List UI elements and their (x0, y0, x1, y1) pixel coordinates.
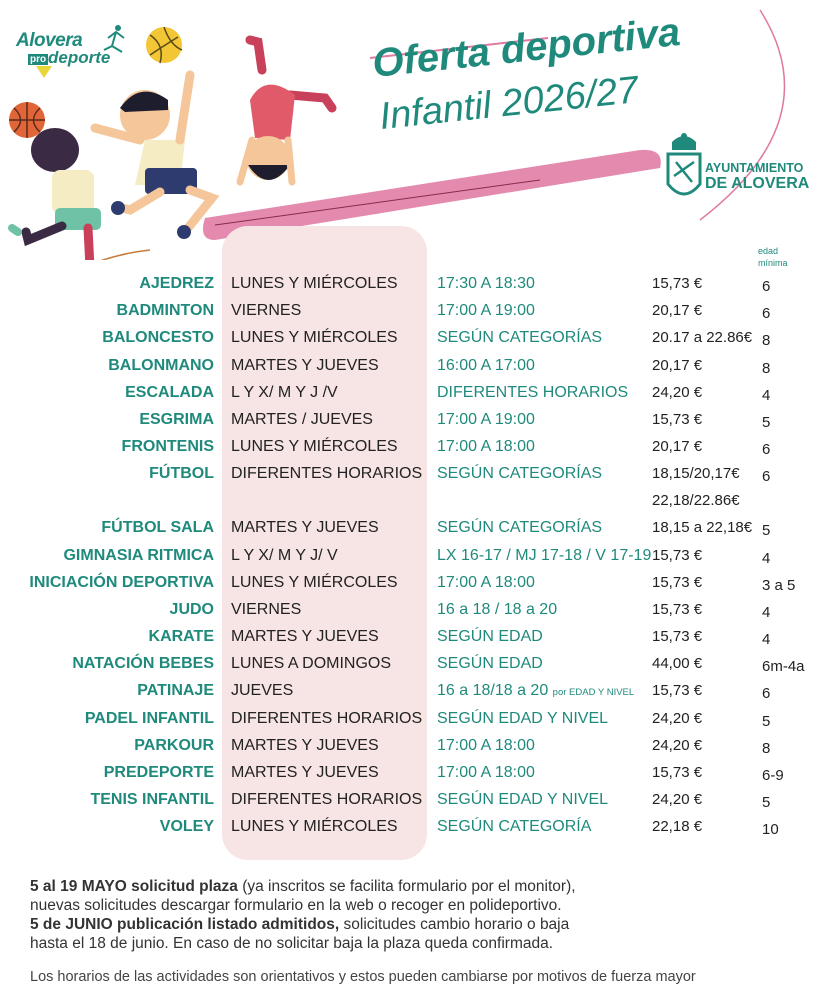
activity-time: 17:00 A 18:00 (437, 438, 535, 456)
table-row (0, 571, 825, 598)
activity-name: GIMNASIA RITMICA (63, 546, 214, 564)
notes-line-1-bold: 5 al 19 MAYO solicitud plaza (30, 878, 238, 895)
ramp-line (215, 180, 540, 225)
table-row (0, 625, 825, 652)
activity-min-age: 5 (762, 522, 771, 540)
activity-price: 24,20 € (652, 383, 703, 401)
activity-time (437, 682, 634, 700)
age-header-line1: edad (758, 246, 779, 256)
activity-price: 24,20 € (652, 791, 703, 809)
activity-name: PREDEPORTE (103, 764, 214, 781)
activity-days: LUNES Y MIÉRCOLES (231, 275, 398, 292)
activity-min-age: 3 a 5 (762, 576, 796, 594)
activity-name: BALONCESTO (102, 329, 214, 347)
activity-min-age: 4 (762, 603, 771, 621)
crest-icon (668, 133, 700, 194)
registration-notes (30, 877, 810, 953)
activity-price: 15,73 € (652, 682, 703, 700)
table-row (0, 272, 825, 299)
activity-price: 20,17 € (652, 356, 703, 374)
activity-name: JUDO (169, 600, 214, 618)
table-row (0, 462, 825, 516)
activity-name: TENIS INFANTIL (90, 791, 214, 809)
activity-time: 17:00 A 19:00 (437, 302, 535, 320)
activity-price: 15,73 € (652, 410, 703, 428)
activity-name: ESCALADA (125, 383, 214, 401)
activity-name: FRONTENIS (121, 438, 214, 456)
activity-days: MARTES Y JUEVES (231, 736, 379, 754)
table-row (0, 408, 825, 435)
activity-days: LUNES Y MIÉRCOLES (231, 818, 398, 836)
activity-price: 15,73 € (652, 573, 703, 591)
activity-name: PARKOUR (134, 736, 214, 754)
notes-line-2: nuevas solicitudes descargar formulario en la web o recoger en polideportivo. (30, 897, 562, 914)
activity-min-age: 6 (762, 278, 771, 295)
activity-min-age: 6 (762, 305, 771, 323)
activity-name: ESGRIMA (139, 410, 214, 428)
activity-price: 24,20 € (652, 736, 703, 754)
swoosh-line-left (0, 250, 150, 260)
ayuntamiento-label: AYUNTAMIENTO (705, 161, 804, 175)
activity-time: 17:00 A 18:00 (437, 736, 535, 754)
age-column-header (758, 245, 788, 269)
activity-time: 17:00 A 18:00 (437, 764, 535, 781)
activity-min-age: 4 (762, 386, 771, 404)
activity-time: SEGÚN EDAD Y NIVEL (437, 709, 609, 727)
notes-line-3-bold: 5 de JUNIO publicación listado admitidos, (30, 916, 340, 933)
activity-days: MARTES / JUEVES (231, 410, 373, 428)
activity-price: 15,73 € (652, 600, 703, 618)
activity-price: 15,73 € (652, 275, 703, 292)
activity-price: 20.17 a 22.86€ (652, 329, 753, 347)
activity-price: 24,20 € (652, 709, 703, 727)
activity-min-age: 8 (762, 359, 771, 377)
table-row (0, 435, 825, 462)
activity-days: LUNES Y MIÉRCOLES (231, 573, 398, 591)
activity-days: LUNES Y MIÉRCOLES (231, 438, 398, 456)
activity-name: KARATE (148, 628, 214, 646)
activity-min-age: 8 (762, 332, 771, 350)
table-row (0, 652, 825, 679)
activities-table (0, 272, 825, 843)
activity-time-note: por EDAD Y NIVEL (552, 687, 635, 699)
table-row (0, 788, 825, 815)
kid-illustration-left (12, 128, 101, 260)
activity-time: 17:00 A 19:00 (437, 410, 535, 428)
activity-price: 15,73 € (652, 546, 703, 564)
activity-min-age: 6-9 (762, 767, 784, 784)
activity-time: 16:00 A 17:00 (437, 356, 535, 374)
activity-min-age: 4 (762, 549, 771, 567)
page-subtitle: Infantil 2026/27 (377, 69, 641, 139)
table-row (0, 707, 825, 734)
activity-name: VOLEY (159, 818, 214, 836)
notes-line-3-rest: solicitudes cambio horario o baja (339, 916, 570, 933)
activity-time: SEGÚN EDAD (437, 655, 543, 673)
activity-time-value: 16 a 18/18 a 20 (437, 682, 549, 700)
activity-min-age: 5 (762, 794, 771, 812)
activity-name: INICIACIÓN DEPORTIVA (29, 573, 214, 591)
table-row (0, 734, 825, 761)
activity-min-age: 6 (762, 441, 771, 459)
table-row (0, 598, 825, 625)
activity-days: LUNES A DOMINGOS (231, 655, 392, 673)
footer-disclaimer: Los horarios de las actividades son orientativos y estos pueden cambiarse por motivos de fuerza mayor (30, 969, 696, 985)
activity-min-age: 6m-4a (762, 658, 805, 676)
activity-price: 22,18 € (652, 818, 703, 836)
kid-illustration-middle (95, 75, 212, 239)
activity-name: BADMINTON (116, 302, 214, 320)
activity-name: FÚTBOL SALA (101, 519, 214, 537)
activity-days: VIERNES (231, 302, 302, 320)
activity-price: 20,17 € (652, 302, 703, 320)
notes-line-4: hasta el 18 de junio. En caso de no solicitar baja la plaza queda confirmada. (30, 935, 554, 952)
activity-days: DIFERENTES HORARIOS (231, 709, 423, 727)
table-row (0, 299, 825, 326)
age-header-line2: mínima (758, 258, 788, 268)
activity-name: AJEDREZ (139, 275, 214, 292)
activity-days: MARTES Y JUEVES (231, 356, 379, 374)
activity-days: L Y X/ M Y J /V (231, 383, 338, 401)
activity-min-age: 5 (762, 413, 771, 431)
activity-days: VIERNES (231, 600, 302, 618)
activity-min-age: 6 (762, 685, 771, 703)
activity-days: LUNES Y MIÉRCOLES (231, 329, 398, 347)
activity-name: NATACIÓN BEBES (72, 655, 214, 673)
activity-price-second-line: 22,18/22.86€ (652, 492, 740, 510)
logo-text-pro: pro (30, 54, 47, 65)
table-row (0, 326, 825, 353)
activity-min-age: 4 (762, 631, 771, 649)
activity-min-age: 8 (762, 739, 771, 757)
activity-price: 15,73 € (652, 764, 703, 781)
table-row (0, 516, 825, 543)
table-row (0, 544, 825, 571)
table-row (0, 815, 825, 842)
activity-time: 17:30 A 18:30 (437, 275, 535, 292)
activity-price: 15,73 € (652, 628, 703, 646)
table-row (0, 354, 825, 381)
activity-name: PATINAJE (137, 682, 214, 700)
logo-text-deporte: deporte (48, 48, 111, 67)
activity-time: 16 a 18 / 18 a 20 (437, 600, 558, 618)
volleyball-icon (146, 27, 182, 63)
ayuntamiento-name: DE ALOVERA (705, 175, 810, 192)
notes-line-1-rest: (ya inscritos se facilita formulario por el monitor), (237, 878, 576, 895)
activity-days: MARTES Y JUEVES (231, 519, 379, 537)
activity-days: MARTES Y JUEVES (231, 764, 379, 781)
activity-time: SEGÚN CATEGORÍAS (437, 519, 603, 537)
activity-price: 18,15 a 22,18€ (652, 519, 753, 537)
activity-name: FÚTBOL (149, 465, 214, 483)
activity-time: SEGÚN CATEGORÍAS (437, 329, 603, 347)
activity-days: DIFERENTES HORARIOS (231, 791, 423, 809)
activity-min-age: 5 (762, 712, 771, 730)
page-title: Oferta deportiva (370, 9, 683, 87)
activity-days: MARTES Y JUEVES (231, 628, 379, 646)
activity-price: 18,15/20,17€ (652, 465, 740, 483)
notes-line-1 (30, 877, 810, 896)
activity-name: BALONMANO (108, 356, 214, 374)
table-row (0, 381, 825, 408)
activity-days: DIFERENTES HORARIOS (231, 465, 423, 483)
activity-time: SEGÚN CATEGORÍAS (437, 465, 603, 483)
notes-line-3 (30, 915, 810, 934)
activity-name: PADEL INFANTIL (84, 709, 214, 727)
logo-text-alovera: Alovera (16, 30, 83, 51)
activity-time: LX 16-17 / MJ 17-18 / V 17-19 (437, 546, 652, 564)
activity-time: DIFERENTES HORARIOS (437, 383, 629, 401)
activity-price: 44,00 € (652, 655, 703, 673)
activity-time: SEGÚN EDAD (437, 628, 543, 646)
activity-days: L Y X/ M Y J/ V (231, 546, 338, 564)
kid-illustration-handstand (240, 40, 332, 182)
activity-time: SEGÚN EDAD Y NIVEL (437, 791, 609, 809)
activity-days: JUEVES (231, 682, 294, 700)
activity-time: SEGÚN CATEGORÍA (437, 818, 592, 836)
activity-min-age: 6 (762, 468, 771, 486)
activity-min-age: 10 (762, 821, 779, 839)
activity-price: 20,17 € (652, 438, 703, 456)
table-row (0, 761, 825, 788)
activity-time: 17:00 A 18:00 (437, 573, 535, 591)
basketball-icon (9, 102, 45, 138)
table-row (0, 679, 825, 706)
